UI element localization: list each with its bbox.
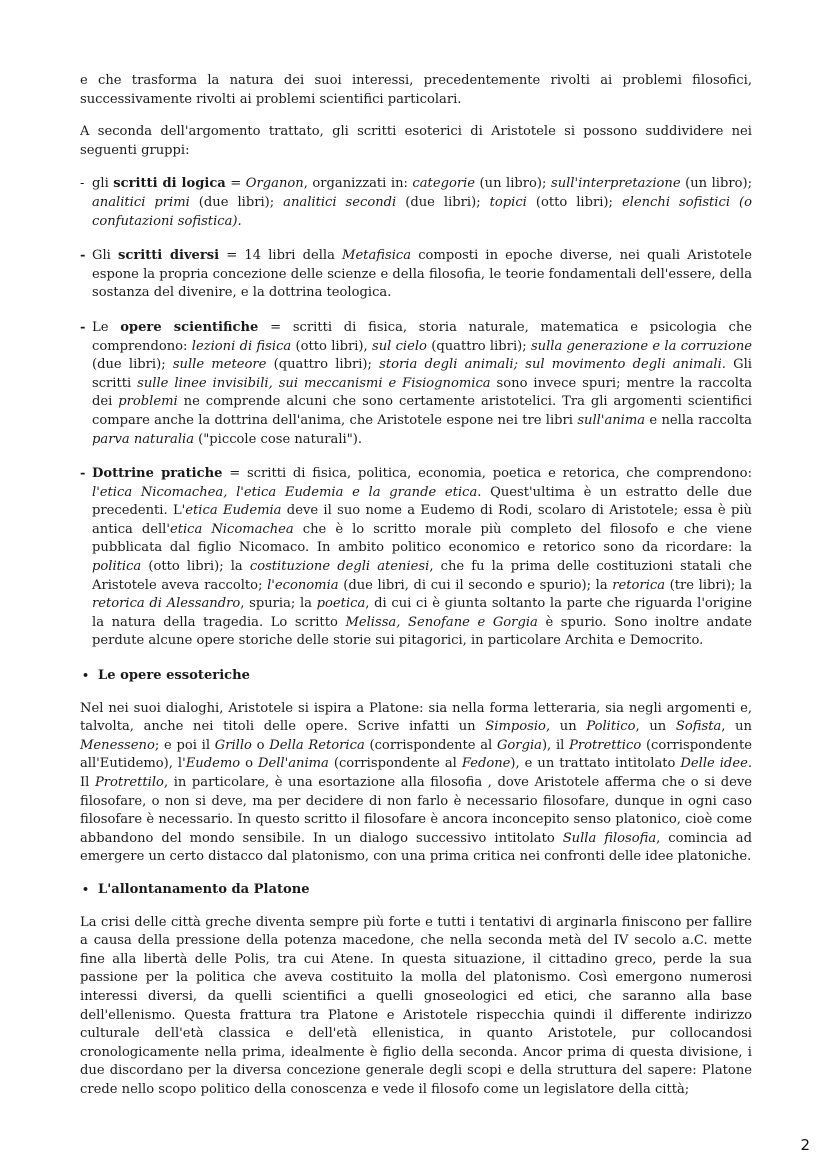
text-run: Gli scritti — [92, 357, 752, 391]
text-run: . Il — [80, 756, 752, 790]
title-run: Metafisica — [342, 248, 412, 264]
text-run: (tre libri); la — [665, 577, 752, 593]
text-run: (quattro libri); — [426, 338, 531, 354]
title-run: Protrettico — [569, 737, 642, 753]
text-run: ("piccole cose naturali"). — [194, 431, 363, 447]
text-run: (due libri); — [396, 194, 490, 210]
title-run: Della Retorica — [269, 737, 365, 753]
title-run: Melissa, Senofane e Gorgia — [345, 614, 538, 630]
title-run: sull'interpretazione — [550, 176, 681, 192]
text-run: (quattro libri); — [266, 357, 380, 373]
section-heading-allontanamento — [80, 881, 752, 900]
title-run: analitici primi — [92, 194, 190, 210]
text-run: . Quest'ultima è un estratto delle due precedenti. L' — [92, 484, 753, 519]
title-run: sull'anima — [577, 412, 646, 428]
text-run: , che fu la prima delle costituzioni statali che Aristotele aveva raccolto; — [92, 559, 752, 593]
title-run: l'economia — [267, 577, 339, 593]
text-run: (un libro); — [475, 176, 551, 192]
text-run: (un libro); — [680, 176, 753, 192]
allontanamento-paragraph: La crisi delle città greche diventa sempre più forte e tutti i tentativi di arginarla finiscono per fallire a causa della pressione della potenza macedone, che nella seconda metà del IV secolo a.C. mette fine alla libertà delle Polis, tra cui Atene. In questa situazione, il cittadino greco, perde la sua passione per la politica che aveva costituito la molla del platonismo. Così emergono numerosi interessi diversi, da quelli scientifici a quelli gnoseologici ed etici, che saranno alla base dell'ellenismo. Questa frattura tra Platone e Aristotele rispecchia quindi il differente indirizzo culturale dell'età classica e dell'età ellenistica, in quanto Aristotele, pur collocandosi cronologicamente nella prima, idealmente è figlio della seconda. Ancor prima di questa divisione, i due discordano per la diversa concezione generale degli scopi e della struttura del sapere: Platone crede nello scopo politico della conoscenza e vede il filosofo come un legislatore della città; — [80, 914, 752, 1097]
list-dash: - — [80, 466, 86, 482]
title-run: Simposio — [485, 719, 546, 735]
title-run: Gorgia — [496, 737, 542, 753]
text-run: = scritti di fisica, politica, economia, poetica e retorica, che comprendono: — [222, 466, 752, 482]
text-run: ), il — [541, 737, 570, 753]
title-run: Delle idee — [680, 756, 748, 772]
title-run: Sulla filosofia — [562, 830, 657, 846]
text-run: , un — [545, 719, 587, 735]
title-run: Menesseno — [80, 737, 155, 753]
title-run: sulla generazione e la corruzione — [530, 338, 753, 354]
title-run: Organon — [245, 176, 304, 192]
title-run: elenchi sofistici (o confutazioni sofistica). — [92, 194, 752, 229]
text-run: , in particolare, è una esortazione alla filosofia , dove Aristotele afferma che o si deve filosofare, o non si deve, ma per decidere di non farlo è necessario filosofare, dunque in ogni caso filosofare è necessario. In questo scritto il filosofare è ancora inconcepito senso platonico, cioè come abbandono del mondo sensibile. In un dialogo successivo intitolato — [80, 775, 752, 846]
text-run: = — [225, 176, 246, 192]
title-run: Eudemo — [185, 756, 241, 772]
title-run: parva naturalia — [92, 431, 194, 447]
title-run: storia degli animali; sul movimento degli animali. — [379, 357, 726, 373]
text-run: che è lo scritto morale più completo del filosofo e che viene pubblicata dal figlio Nicomaco. In ambito politico economico e retorico sono da ricordare: la — [92, 521, 752, 556]
text-run: (otto libri); — [526, 194, 622, 210]
list-item-heading: opere scientifiche — [120, 319, 259, 335]
title-run: poetica — [316, 596, 366, 612]
text-run: , comincia ad emergere un certo distacco dal platonismo, con una prima critica nei confronti delle idee platoniche. — [80, 830, 752, 865]
title-run: sulle meteore — [172, 357, 267, 373]
title-run: Fedone — [461, 756, 511, 772]
title-run: etica Nicomachea — [169, 521, 294, 537]
text-run: gli — [92, 176, 114, 192]
text-run: (due libri); — [189, 194, 284, 210]
text-run: sono invece spuri; mentre la raccolta dei — [92, 375, 753, 410]
title-run: l'etica Nicomachea, l'etica Eudemia e la grande etica — [92, 484, 478, 500]
text-run: = 14 libri della — [219, 248, 343, 264]
text-run: Nel nei suoi dialoghi, Aristotele si ispira a Platone: sia nella forma letteraria, sia negli argomenti e, talvolta, anche nei titoli delle opere. Scrive infatti un — [80, 700, 752, 735]
text-run: (corrispondente al — [364, 737, 497, 753]
title-run: Dell'anima — [257, 756, 329, 772]
text-run: è spurio. Sono inoltre andate perdute alcune opere storiche delle storie sui pitagorici, in particolare Archita e Democrito. — [92, 614, 752, 649]
text-run: Gli — [92, 248, 118, 264]
bullet-icon: • — [82, 669, 90, 683]
title-run: categorie — [412, 176, 476, 192]
title-run: analitici secondi — [283, 194, 397, 210]
text-run: (otto libri), — [291, 338, 372, 354]
list-item-text — [92, 247, 752, 303]
list-dash: - — [80, 176, 85, 192]
text-run: (corrispondente all'Eutidemo), l' — [80, 737, 752, 772]
title-run: retorica — [612, 577, 666, 593]
text-run: (otto libri); la — [141, 559, 250, 575]
title-run: costituzione degli ateniesi — [249, 559, 430, 575]
title-run: Politico — [586, 719, 636, 735]
text-run: ; e poi il — [154, 737, 215, 753]
text-run: , un — [721, 719, 752, 735]
title-run: sulle linee invisibili, sui meccanismi e Fisiognomica — [137, 375, 491, 391]
title-run: problemi — [118, 394, 178, 410]
text-run: (corrispondente al — [328, 756, 462, 772]
title-run: retorica di Alessandro — [92, 596, 241, 612]
section-heading-essoteriche — [80, 667, 752, 686]
text-run: o — [240, 756, 258, 772]
list-item-heading: scritti di logica — [113, 176, 226, 192]
list-item-heading: Dottrine pratiche — [92, 466, 223, 482]
list-item-diversi — [80, 247, 752, 303]
text-run: = scritti di fisica, storia naturale, matematica e psicologia che comprendono: — [92, 319, 753, 354]
text-run: e nella raccolta — [645, 412, 752, 428]
text-run: , di cui ci è giunta soltanto la parte che riguarda l'origine la natura della tragedia. Lo scritto — [92, 596, 753, 630]
list-item-scientifiche — [80, 319, 752, 449]
title-run: sul cielo — [371, 338, 427, 354]
list-item-text — [92, 175, 752, 231]
list-dash: - — [80, 319, 86, 335]
bullet-icon: • — [82, 882, 90, 896]
text-run: composti in epoche diverse, nei quali Aristotele espone la propria concezione delle scienze e della filosofia, le teorie fondamentali dell'essere, della sostanza del divenire, e la dottrina teologica. — [92, 248, 752, 301]
list-item-heading: scritti diversi — [117, 248, 220, 264]
list-item-text — [92, 319, 752, 449]
text-run: , organizzati in: — [303, 176, 413, 192]
text-run: deve il suo nome a Eudemo di Rodi, scolaro di Aristotele; essa è più antica dell' — [92, 503, 752, 537]
text-run: ne comprende alcuni che sono certamente aristotelici. Tra gli argomenti scientifici compare anche la dottrina dell'anima, che Aristotele espone nei tre libri — [92, 394, 752, 428]
text-run: , un — [635, 719, 676, 735]
text-run: (due libri, di cui il secondo e spurio); la — [338, 577, 613, 593]
intro-paragraph: e che trasforma la natura dei suoi interessi, precedentemente rivolti ai problemi filosofici, successivamente rivolti ai problemi scientifici particolari. — [80, 73, 752, 107]
page-number: 2 — [800, 1136, 810, 1154]
title-run: Protrettilo — [94, 775, 164, 790]
title-run: Grillo — [214, 737, 252, 753]
document-page — [80, 72, 752, 1114]
title-run: lezioni di fisica — [191, 338, 292, 354]
list-item-logica — [80, 175, 752, 231]
text-run: o — [251, 737, 270, 753]
title-run: Sofista — [675, 719, 722, 735]
text-run: , spuria; la — [240, 596, 317, 612]
lead-paragraph: A seconda dell'argomento trattato, gli scritti esoterici di Aristotele si possono suddividere nei seguenti gruppi: — [80, 124, 752, 158]
title-run: politica — [92, 559, 142, 575]
essoteriche-paragraph — [80, 700, 752, 867]
title-run: etica Eudemia — [185, 503, 282, 519]
title-run: topici — [489, 194, 527, 210]
list-item-text — [92, 465, 752, 651]
text-run: Le — [92, 319, 121, 335]
list-item-pratiche — [80, 465, 752, 651]
text-run: ), e un trattato intitolato — [510, 756, 681, 772]
text-run: (due libri); — [92, 357, 173, 373]
section-title: L'allontanamento da Platone — [98, 881, 310, 897]
list-dash: - — [80, 248, 86, 264]
section-title: Le opere essoteriche — [98, 668, 250, 684]
